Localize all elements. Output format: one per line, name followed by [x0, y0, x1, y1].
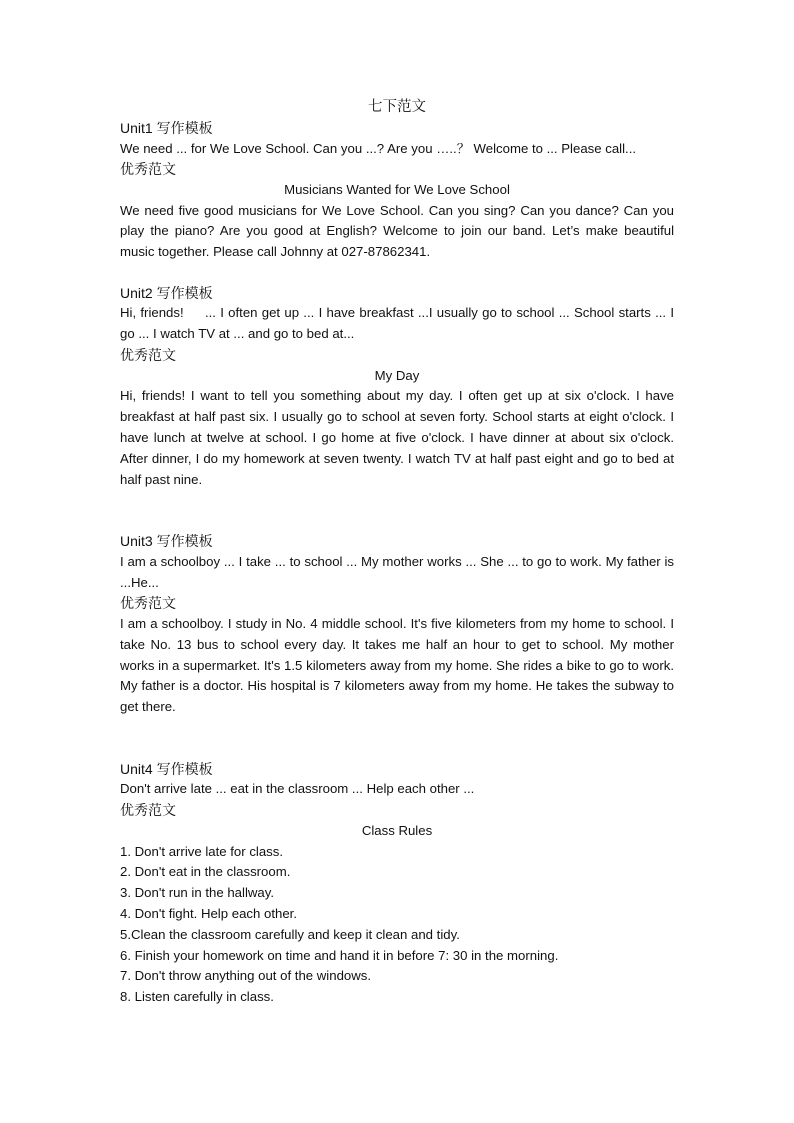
unit1-template: We need ... for We Love School. Can you ...? Are you …..？ Welcome to ... Please call...: [120, 140, 637, 156]
unit4-essay-title: Class Rules: [361, 822, 433, 838]
unit2-section: [120, 283, 678, 490]
list-item: 8. Listen carefully in class.: [120, 989, 274, 1005]
unit2-sample-label: 优秀范文: [120, 347, 176, 364]
unit4-section: [120, 759, 674, 1008]
unit4-sample-label: 优秀范文: [120, 802, 176, 819]
unit3-template: I am a schoolboy ... I take ... to school ... My mother works ... She ... to go to work. My father is ...He...: [120, 553, 674, 590]
unit1-sample-label: 优秀范文: [120, 161, 176, 178]
list-item: 6. Finish your homework on time and hand it in before 7: 30 in the morning.: [120, 947, 559, 963]
unit3-heading: Unit3 写作模板: [120, 533, 213, 550]
spacer: [120, 718, 674, 759]
class-rules-list: [120, 842, 674, 1008]
list-item: 7. Don't throw anything out of the windows.: [120, 968, 372, 984]
spacer: [120, 263, 674, 283]
unit2-essay-title: My Day: [374, 367, 420, 383]
document-title: 七下范文: [368, 99, 426, 115]
list-item: 3. Don't run in the hallway.: [120, 885, 275, 901]
unit1-section: [120, 118, 674, 263]
unit3-section: [120, 531, 674, 718]
unit4-heading: Unit4 写作模板: [120, 760, 213, 777]
unit4-template: Don't arrive late ... eat in the classroom ... Help each other ...: [120, 781, 475, 797]
unit3-essay: I am a schoolboy. I study in No. 4 middle school. It's five kilometers from my home to school. I take No. 13 bus to school every day. It takes me half an hour to get to school. My mother works in a supermarket. It's 1.5 kilometers away from my home. She rides a bike to go to work. My father is a doctor. His hospital is 7 kilometers away from my home. He takes the subway to get there.: [120, 615, 674, 715]
list-item: 4. Don't fight. Help each other.: [120, 905, 297, 921]
unit1-heading: Unit1 写作模板: [120, 120, 213, 136]
list-item: 1. Don't arrive late for class.: [120, 843, 284, 859]
unit3-sample-label: 优秀范文: [120, 595, 176, 612]
unit2-template: Hi, friends! ... I often get up ... I have breakfast ...I usually go to school ... School starts ... I go ... I watch TV at ... and go to bed at...: [120, 305, 678, 342]
spacer: [120, 490, 674, 531]
list-item: 5.Clean the classroom carefully and keep it clean and tidy.: [120, 926, 460, 942]
unit1-essay: We need five good musicians for We Love School. Can you sing? Can you dance? Can you play the piano? Are you good at English? Welcome to join our band. Let’s make beautiful music together. Please call Johnny at 027-87862341.: [120, 202, 674, 260]
unit2-essay: Hi, friends! I want to tell you something about my day. I often get up at six o'clock. I have breakfast at half past six. I usually go to school at seven forty. School starts at eight o'clock. I have lunch at twelve at school. I go home at five o'clock. I have dinner at about six o'clock. After dinner, I do my homework at seven twenty. I watch TV at half past eight and go to bed at half past nine.: [120, 388, 674, 487]
document-page: [120, 96, 678, 1008]
unit2-heading: Unit2 写作模板: [120, 284, 213, 301]
unit1-essay-title: Musicians Wanted for We Love School: [284, 181, 510, 197]
list-item: 2. Don't eat in the classroom.: [120, 864, 291, 880]
